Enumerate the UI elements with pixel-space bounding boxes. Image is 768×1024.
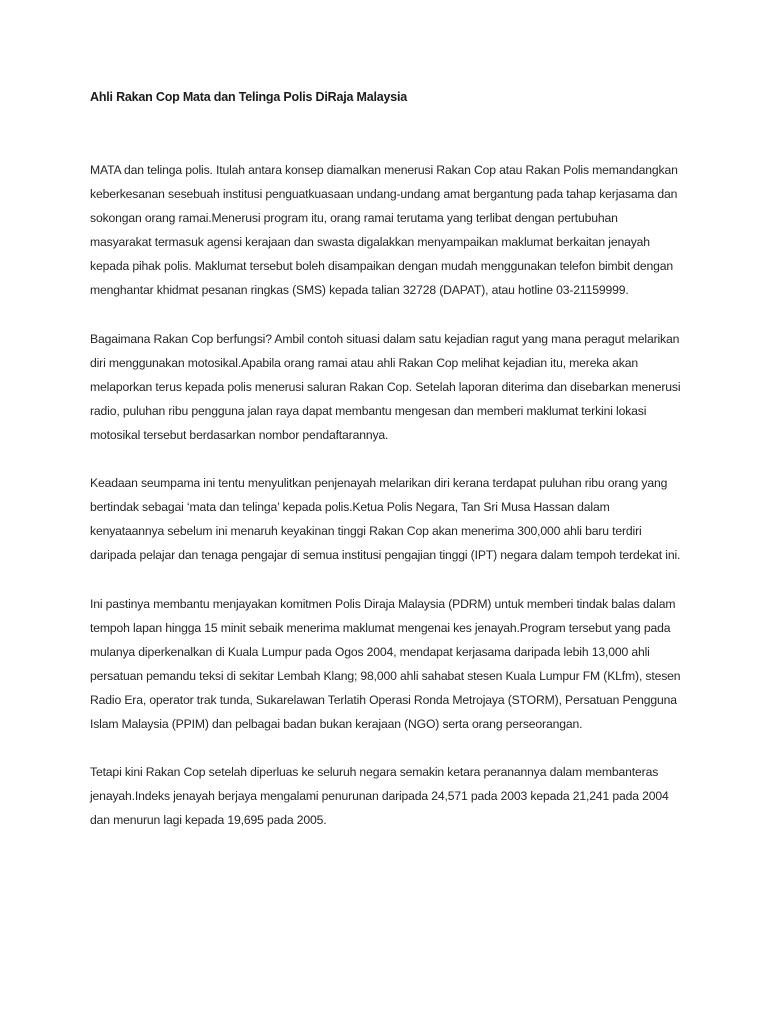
paragraph-5: Tetapi kini Rakan Cop setelah diperluas ke seluruh negara semakin ketara peranannya dalam membanteras jenayah.Indeks jenayah berjaya mengalami penurunan daripada 24,571 pada 2003 kepada 21,241 pada 2004 dan menurun lagi kepada 19,695 pada 2005. <box>90 765 669 827</box>
document-title: Ahli Rakan Cop Mata dan Telinga Polis DiRaja Malaysia <box>90 90 408 104</box>
paragraph-4: Ini pastinya membantu menjayakan komitmen Polis Diraja Malaysia (PDRM) untuk memberi tindak balas dalam tempoh lapan hingga 15 minit sebaik menerima maklumat mengenai kes jenayah.Program tersebut yang pada mulanya diperkenalkan di Kuala Lumpur pada Ogos 2004, mendapat kerjasama daripada lebih 13,000 ahli persatuan pemandu teksi di sekitar Lembah Klang; 98,000 ahli sahabat stesen Kuala Lumpur FM (KLfm), stesen Radio Era, operator trak tunda, Sukarelawan Terlatih Operasi Ronda Metrojaya (STORM), Persatuan Pengguna Islam Malaysia (PPIM) dan pelbagai badan bukan kerajaan (NGO) serta orang perseorangan. <box>90 596 681 731</box>
paragraph-2: Bagaimana Rakan Cop berfungsi? Ambil contoh situasi dalam satu kejadian ragut yang mana peragut melarikan diri menggunakan motosikal.Apabila orang ramai atau ahli Rakan Cop melihat kejadian itu, mereka akan melaporkan terus kepada polis menerusi saluran Rakan Cop. Setelah laporan diterima dan disebarkan menerusi radio, puluhan ribu pengguna jalan raya dapat membantu mengesan dan memberi maklumat terkini lokasi motosikal tersebut berdasarkan nombor pendaftarannya. <box>90 331 681 442</box>
paragraph-1: MATA dan telinga polis. Itulah antara konsep diamalkan menerusi Rakan Cop atau Rakan Polis memandangkan keberkesanan sesebuah institusi penguatkuasaan undang-undang amat bergantung pada tahap kerjasama dan sokongan orang ramai.Menerusi program itu, orang ramai terutama yang terlibat dengan pertubuhan masyarakat termasuk agensi kerajaan dan swasta digalakkan menyampaikan maklumat berkaitan jenayah kepada pihak polis. Maklumat tersebut boleh disampaikan dengan mudah menggunakan telefon bimbit dengan menghantar khidmat pesanan ringkas (SMS) kepada talian 32728 (DAPAT), atau hotline 03-21159999. <box>90 163 678 297</box>
paragraph-3: Keadaan seumpama ini tentu menyulitkan penjenayah melarikan diri kerana terdapat puluhan ribu orang yang bertindak sebagai ‘mata dan telinga’ kepada polis.Ketua Polis Negara, Tan Sri Musa Hassan dalam kenyataannya sebelum ini menaruh keyakinan tinggi Rakan Cop akan menerima 300,000 ahli baru terdiri daripada pelajar dan tenaga pengajar di semua institusi pengajian tinggi (IPT) negara dalam tempoh terdekat ini. <box>90 476 681 562</box>
document-body <box>90 158 682 857</box>
